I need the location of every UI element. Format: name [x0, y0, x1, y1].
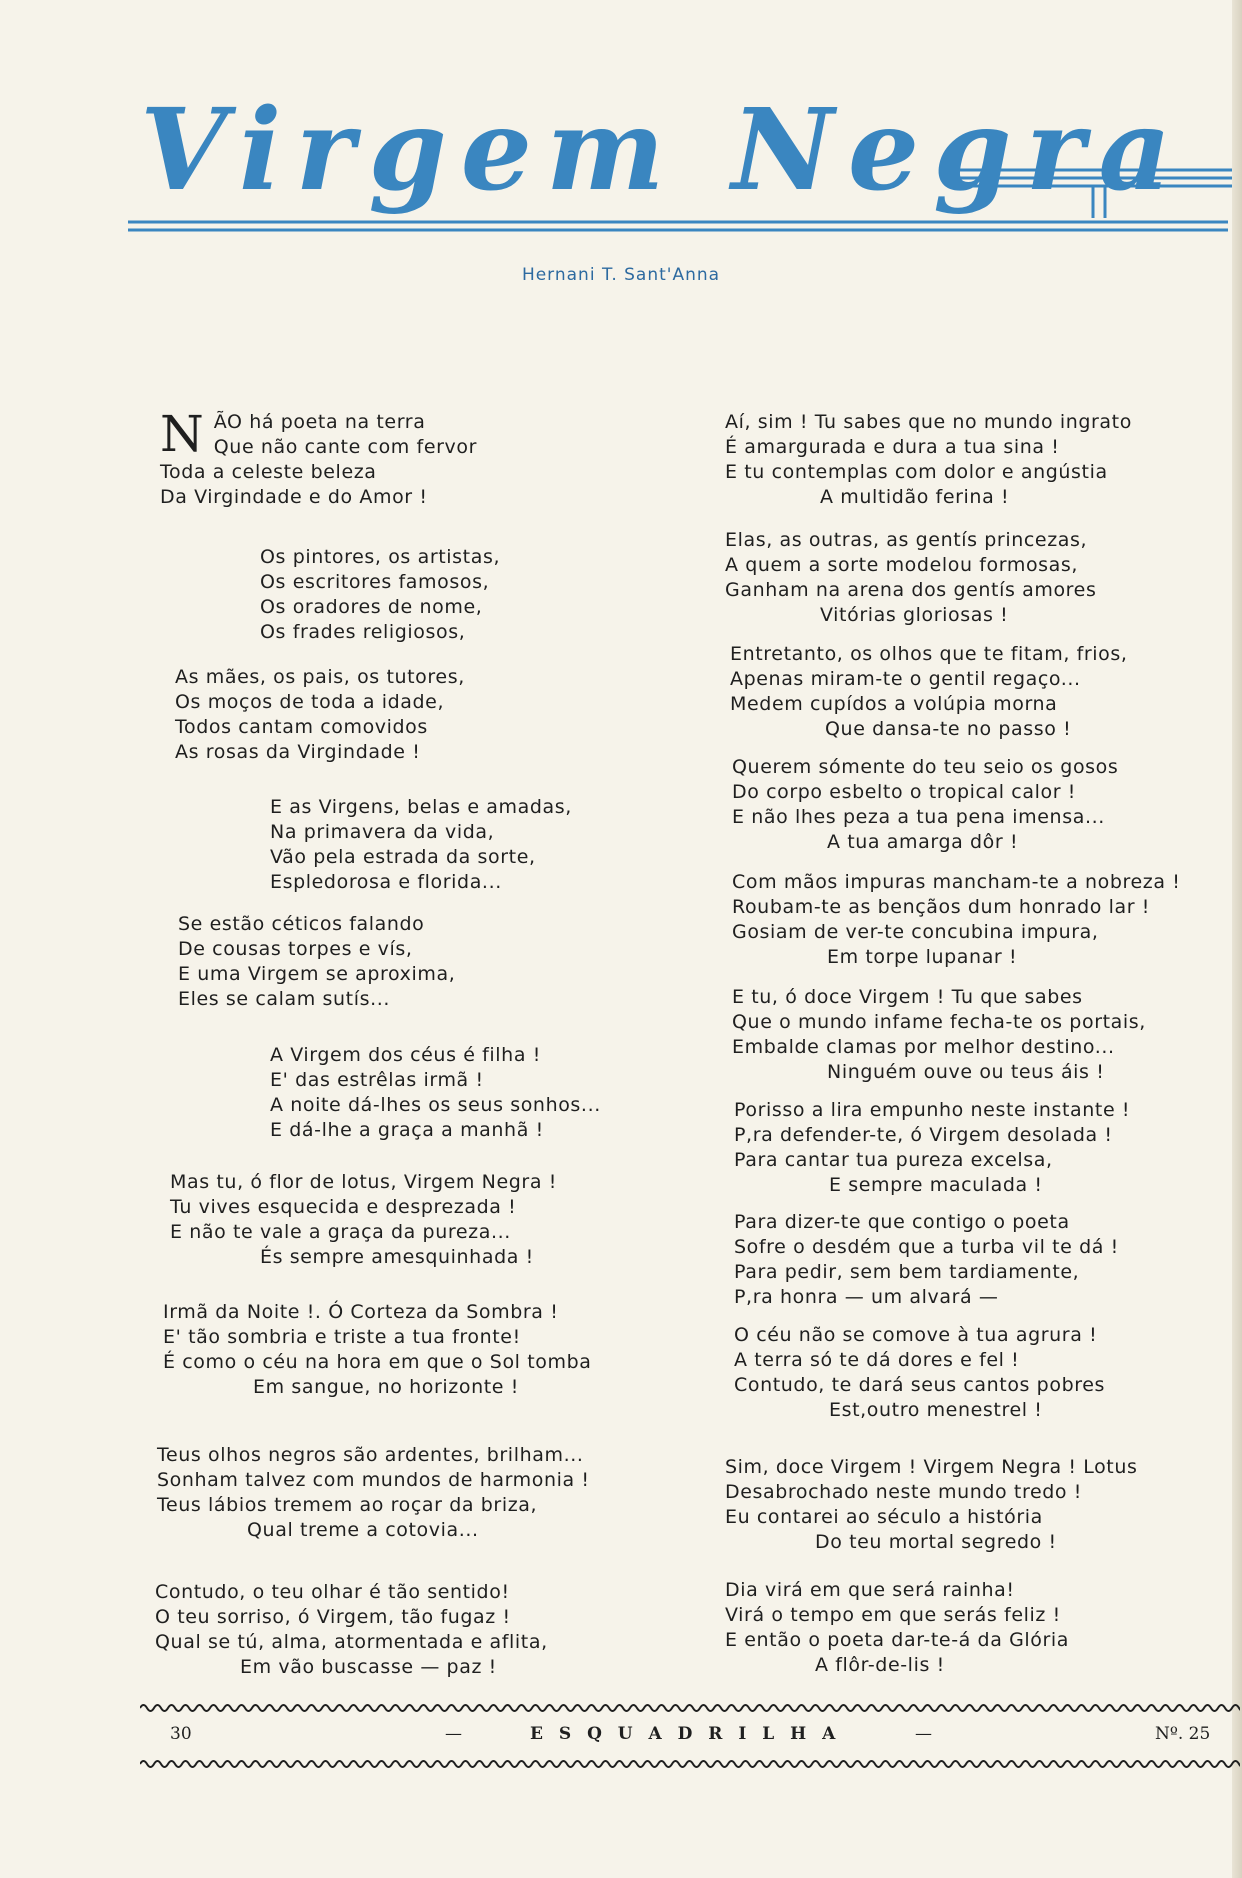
poem-line: ÃO há poeta na terra — [213, 411, 426, 433]
poem-line: Eles se calam sutís... — [178, 988, 390, 1010]
footer-dash-right: — — [915, 1724, 932, 1744]
poem-line: Sofre o desdém que a turba vil te dá ! — [734, 1236, 1119, 1258]
poem-line: É amargurada e dura a tua sina ! — [725, 436, 1060, 458]
poem-line: E sempre maculada ! — [829, 1174, 1043, 1196]
poem-line: E uma Virgem se aproxima, — [178, 963, 456, 985]
magazine-name: E S Q U A D R I L H A — [530, 1724, 841, 1744]
stanza — [155, 1580, 548, 1680]
poem-line: E tu contemplas com dolor e angústia — [725, 461, 1108, 483]
poem-line: A quem a sorte modelou formosas, — [725, 554, 1079, 576]
poem-line: Em vão buscasse — paz ! — [240, 1656, 497, 1678]
stanza — [170, 1170, 557, 1270]
poem-line: Entretanto, os olhos que te fitam, frios, — [730, 643, 1128, 665]
stanza — [734, 1098, 1130, 1198]
poem-line: És sempre amesquinhada ! — [260, 1246, 534, 1268]
poem-line: E' das estrêlas irmã ! — [270, 1069, 484, 1091]
stanza — [160, 405, 478, 510]
stanza — [270, 1043, 601, 1143]
poem-line: Roubam-te as bençãos dum honrado lar ! — [732, 896, 1151, 918]
poem-line: Para cantar tua pureza excelsa, — [734, 1149, 1053, 1171]
poem-line: Eu contarei ao século a história — [725, 1506, 1043, 1528]
poem-line: Teus lábios tremem ao roçar da briza, — [157, 1494, 538, 1516]
poem-line: E tu, ó doce Virgem ! Tu que sabes — [732, 986, 1083, 1008]
poem-line: Sonham talvez com mundos de harmonia ! — [157, 1469, 590, 1491]
poem-line: Mas tu, ó flor de lotus, Virgem Negra ! — [170, 1171, 557, 1193]
issue-number: Nº. 25 — [1155, 1724, 1211, 1744]
stanza — [732, 755, 1118, 855]
poem-line: As rosas da Virgindade ! — [175, 741, 421, 763]
poem-line: E dá-lhe a graça a manhã ! — [270, 1119, 544, 1141]
poem-line: Com mãos impuras mancham-te a nobreza ! — [732, 871, 1181, 893]
poem-line: Contudo, o teu olhar é tão sentido! — [155, 1581, 510, 1603]
footer-wavy-rule-bottom — [140, 1756, 1240, 1772]
poem-line: Os moços de toda a idade, — [175, 691, 445, 713]
poem-line: Contudo, te dará seus cantos pobres — [734, 1374, 1106, 1396]
poem-line: Porisso a lira empunho neste instante ! — [734, 1099, 1131, 1121]
poem-line: E' tão sombria e triste a tua fronte! — [163, 1326, 521, 1348]
footer-dash-left: — — [445, 1724, 462, 1744]
poem-line: Elas, as outras, as gentís princezas, — [725, 529, 1088, 551]
poem-line: Os oradores de nome, — [260, 596, 483, 618]
stanza — [732, 870, 1180, 970]
poem-line: Do corpo esbelto o tropical calor ! — [732, 781, 1076, 803]
poem-line: De cousas torpes e vís, — [178, 938, 413, 960]
poem-line: Gosiam de ver-te concubina impura, — [732, 921, 1099, 943]
poem-line: A terra só te dá dores e fel ! — [734, 1349, 1020, 1371]
poem-line: Vitórias gloriosas ! — [820, 604, 1009, 626]
poem-line: Tu vives esquecida e desprezada ! — [170, 1196, 517, 1218]
page-number: 30 — [170, 1724, 192, 1744]
poem-line: Qual se tú, alma, atormentada e aflita, — [155, 1631, 548, 1653]
poem-line: As mães, os pais, os tutores, — [175, 666, 465, 688]
poem-line: Dia virá em que será rainha! — [725, 1579, 1015, 1601]
poem-line: A noite dá-lhes os seus sonhos... — [270, 1094, 601, 1116]
poem-line: Se estão céticos falando — [178, 913, 425, 935]
page-title: Virgem Negra — [140, 85, 1186, 216]
stanza — [157, 1443, 590, 1543]
poem-line: Querem sómente do teu seio os gosos — [732, 756, 1119, 778]
stanza — [163, 1300, 591, 1400]
poem-line: Ganham na arena dos gentís amores — [725, 579, 1097, 601]
poem-line: Espledorosa e florida... — [270, 871, 502, 893]
poem-line: O céu não se comove à tua agrura ! — [734, 1324, 1098, 1346]
poem-line: Que não cante com fervor — [213, 436, 478, 458]
footer — [140, 1724, 1240, 1754]
poem-line: Aí, sim ! Tu sabes que no mundo ingrato — [725, 411, 1132, 433]
stanza — [732, 985, 1146, 1085]
poem-line: Todos cantam comovidos — [175, 716, 428, 738]
poem-line: Que dansa-te no passo ! — [825, 718, 1072, 740]
poem-line: E não lhes peza a tua pena imensa... — [732, 806, 1105, 828]
poem-line: É como o céu na hora em que o Sol tomba — [163, 1351, 592, 1373]
poem-line: Apenas miram-te o gentil regaço... — [730, 668, 1081, 690]
poem-line: Para pedir, sem bem tardiamente, — [734, 1261, 1080, 1283]
poem-line: Toda a celeste beleza — [160, 461, 377, 483]
stanza — [175, 665, 465, 765]
stanza — [725, 410, 1132, 510]
poem-line: Virá o tempo em que serás feliz ! — [725, 1604, 1061, 1626]
stanza — [725, 1578, 1069, 1678]
poem-line: Qual treme a cotovia... — [247, 1519, 479, 1541]
stanza — [260, 545, 500, 645]
poem-line: E então o poeta dar-te-á da Glória — [725, 1629, 1070, 1651]
poem-line: Os pintores, os artistas, — [260, 546, 501, 568]
poem-line: Os escritores famosos, — [260, 571, 490, 593]
poem-line: A tua amarga dôr ! — [827, 831, 1019, 853]
poem-line: Para dizer-te que contigo o poeta — [734, 1211, 1070, 1233]
poem-line: A Virgem dos céus é filha ! — [270, 1044, 541, 1066]
poem-line: Irmã da Noite !. Ó Corteza da Sombra ! — [163, 1301, 559, 1323]
poem-line: O teu sorriso, ó Virgem, tão fugaz ! — [155, 1606, 511, 1628]
poem-line: Da Virgindade e do Amor ! — [160, 486, 428, 508]
poem-line: Desabrochado neste mundo tredo ! — [725, 1481, 1082, 1503]
poem-line: Est,outro menestrel ! — [829, 1399, 1043, 1421]
poem-line: Embalde clamas por melhor destino... — [732, 1036, 1115, 1058]
poem-line: Os frades religiosos, — [260, 621, 466, 643]
poem-line: Em sangue, no horizonte ! — [253, 1376, 519, 1398]
poem-line: A multidão ferina ! — [820, 486, 1010, 508]
poem-line: Que o mundo infame fecha-te os portais, — [732, 1011, 1146, 1033]
stanza — [725, 528, 1096, 628]
poem-line: A flôr-de-lis ! — [815, 1654, 945, 1676]
author-byline: Hernani T. Sant'Anna — [521, 265, 721, 285]
drop-cap: N — [160, 405, 204, 463]
poem-line: Teus olhos negros são ardentes, brilham... — [157, 1444, 584, 1466]
poem-line: Na primavera da vida, — [270, 821, 495, 843]
poem-line: Do teu mortal segredo ! — [815, 1531, 1057, 1553]
poem-line: P,ra defender-te, ó Virgem desolada ! — [734, 1124, 1113, 1146]
poem-line: Vão pela estrada da sorte, — [270, 846, 536, 868]
title-rules — [128, 160, 1232, 240]
stanza — [730, 642, 1128, 742]
poem-line: Ninguém ouve ou teus áis ! — [827, 1061, 1105, 1083]
stanza — [270, 795, 572, 895]
poem-line: Em torpe lupanar ! — [827, 946, 1018, 968]
poem-line: P,ra honra — um alvará — — [734, 1286, 999, 1308]
stanza — [734, 1210, 1119, 1310]
stanza — [178, 912, 455, 1012]
footer-wavy-rule-top — [140, 1700, 1240, 1716]
poem-line: E não te vale a graça da pureza... — [170, 1221, 511, 1243]
stanza — [734, 1323, 1105, 1423]
poem-line: Sim, doce Virgem ! Virgem Negra ! Lotus — [725, 1456, 1138, 1478]
poem-line: Medem cupídos a volúpia morna — [730, 693, 1058, 715]
poem-line: E as Virgens, belas e amadas, — [270, 796, 572, 818]
stanza — [725, 1455, 1138, 1555]
